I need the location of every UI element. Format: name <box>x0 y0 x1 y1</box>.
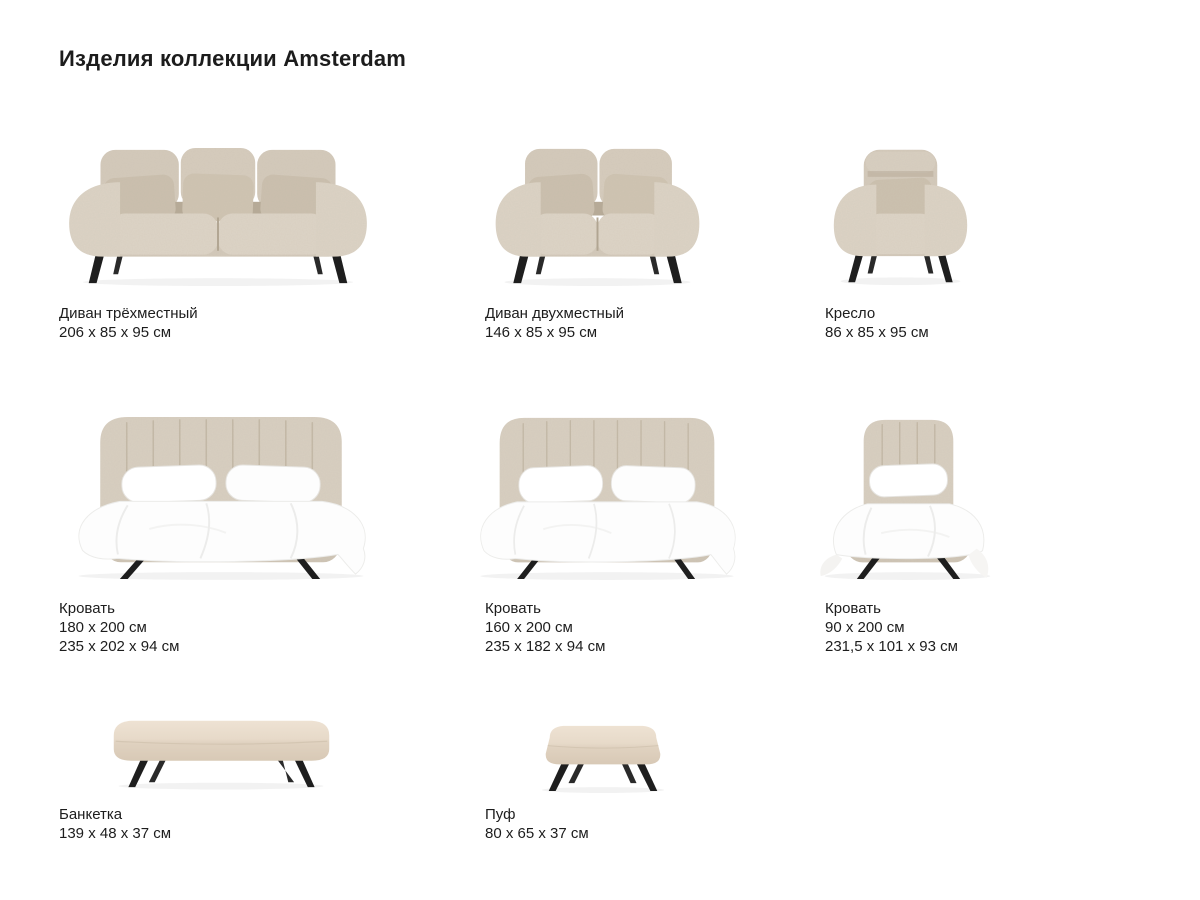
product-card-pouf[interactable] <box>485 718 715 842</box>
product-dimensions: 139 x 48 x 37 см <box>59 825 172 842</box>
product-card-armchair[interactable] <box>825 145 985 341</box>
floor-shadow <box>825 572 991 580</box>
product-label <box>59 599 179 656</box>
armchair-body <box>834 150 967 256</box>
product-label <box>485 805 589 843</box>
product-label <box>59 805 171 843</box>
bench-illustration <box>99 712 344 790</box>
product-name: Пуф <box>485 806 516 823</box>
bed-duvet <box>481 502 736 574</box>
product-label <box>825 599 958 656</box>
product-dimensions: 206 x 85 x 95 см <box>59 324 172 341</box>
product-label <box>485 304 624 342</box>
bench-seat <box>114 721 329 761</box>
product-dimensions: 235 x 202 x 94 см <box>59 638 180 655</box>
sofa-three-seat-illustration <box>59 145 377 287</box>
product-dimensions: 235 x 182 x 94 см <box>485 638 606 655</box>
product-dimensions: 146 x 85 x 95 см <box>485 324 598 341</box>
product-card-bed-90[interactable] <box>825 412 1025 655</box>
product-dimensions: 86 x 85 x 95 см <box>825 324 929 341</box>
product-dimensions: 231,5 x 101 x 93 см <box>825 638 958 655</box>
product-card-sofa-two-seat[interactable] <box>485 145 715 341</box>
pouf-illustration <box>527 718 679 793</box>
bed-90-illustration <box>813 412 1003 580</box>
bed-duvet <box>79 501 365 574</box>
page-title: Изделия коллекции Amsterdam <box>59 46 407 71</box>
product-name: Кровать <box>59 600 115 617</box>
bed-pillows <box>869 463 948 497</box>
product-name: Диван двухместный <box>485 305 624 322</box>
product-name: Диван трёхместный <box>59 305 198 322</box>
product-dimensions: 160 x 200 см <box>485 619 573 636</box>
product-dimensions: 80 x 65 x 37 см <box>485 825 589 842</box>
product-card-bed-160[interactable] <box>485 412 785 655</box>
pouf-legs <box>549 761 658 791</box>
bed-180-illustration <box>59 411 383 580</box>
floor-shadow <box>542 787 664 793</box>
product-card-bench[interactable] <box>59 712 389 842</box>
product-dimensions: 180 x 200 см <box>59 619 147 636</box>
product-name: Кресло <box>825 305 876 322</box>
product-label <box>485 599 605 656</box>
product-card-sofa-three-seat[interactable] <box>59 145 389 341</box>
product-name: Кровать <box>485 600 541 617</box>
product-label <box>59 304 198 342</box>
sofa-body <box>69 148 367 257</box>
product-card-bed-180[interactable] <box>59 411 389 655</box>
product-name: Банкетка <box>59 806 123 823</box>
floor-shadow <box>841 277 961 285</box>
armchair-illustration <box>828 145 973 287</box>
floor-shadow <box>504 278 690 286</box>
product-label <box>825 304 929 342</box>
pouf-seat <box>546 726 661 764</box>
product-dimensions: 90 x 200 см <box>825 619 905 636</box>
bed-160-illustration <box>463 412 751 580</box>
sofa-two-seat-illustration <box>488 145 707 287</box>
bed-duvet <box>820 504 988 578</box>
floor-shadow <box>119 783 324 790</box>
sofa-body <box>496 149 700 257</box>
product-name: Кровать <box>825 600 881 617</box>
floor-shadow <box>83 278 353 286</box>
